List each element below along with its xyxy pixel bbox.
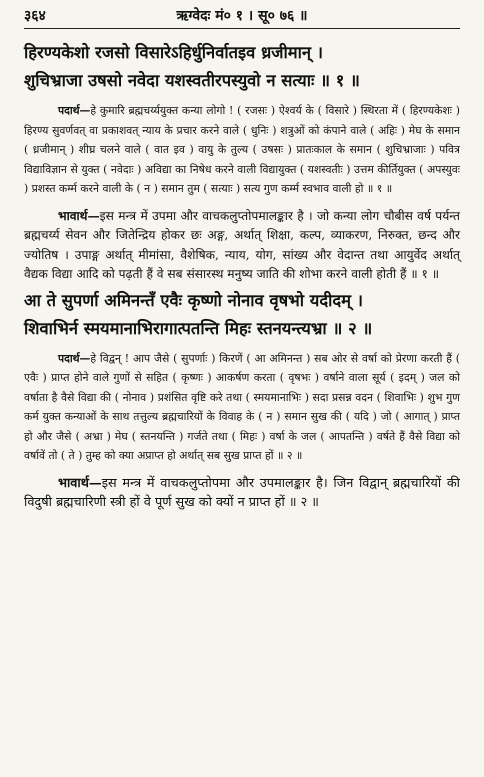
mantra-2-line-2: शिवाभिर्न स्मयमानाभिरागात्पतन्ति मिहः स्तनयन्त्यभ्रा ॥ २ ॥ [24, 318, 373, 338]
bhavarth-1-text: इस मन्त्र में उपमा और वाचकलुप्तोपमालङ्कार है । जो कन्या लोग चौबीस वर्ष पर्यन्त ब्रह्मचर्य्य सेवन और जितेन्द्रिय होकर छः अङ्ग, अर्थात् शिक्षा, कल्प, व्याकरण, निरुक्त, छन्द और ज्योतिष । उपाङ्ग अर्थात् मीमांसा, वैशेषिक, न्याय, योग, सांख्य और वेदान्त तथा आयुर्वेद अर्थात् वैद्यक विद्या आदि को पढ़ती हैं वे सब संसारस्थ मनुष्य जाति की शोभा करने वाली होती हैं ॥ १ ॥ [24, 208, 460, 281]
mantra-2-line-1: आ ते सुपर्णा अमिनन्तँ एवैः कृष्णो नोनाव वृषभो यदीदम् । [24, 290, 364, 310]
padarth-1 [24, 101, 460, 199]
bhavarth-2-label: भावार्थ— [58, 475, 102, 491]
padarth-2-label: पदार्थ— [58, 351, 91, 365]
running-title: ऋग्वेदः मं० १ । सू० ७६ ॥ [176, 8, 308, 24]
bhavarth-2 [24, 474, 460, 513]
mantra-1-line-1: हिरण्यकेशो रजसो विसारेऽहिर्धुनिर्वातइव ध्रजीमान् । [24, 43, 324, 62]
padarth-1-text: हे कुमारि ब्रह्मचर्य्ययुक्त कन्या लोगो ! ( रजसः ) ऐश्वर्य के ( विसारे ) स्थिरता में ( हिरण्यकेशः ) हिरण्य सुवर्णवत् वा प्रकाशवत् न्याय के प्रचार करने वाले ( धुनिः ) शत्रुओं को कंपाने वाले ( अहिः ) मेघ के समान ( ध्रजीमान् ) शीघ्र चलने वाले ( वात इव ) वायु के तुल्य ( उषसः ) प्रातःकाल के समान ( शुचिभ्राजाः ) पवित्र विद्याविज्ञान से युक्त ( नवेदाः ) अविद्या का निषेध करने वाली विद्यायुक्त ( यशस्वतीः ) उत्तम कीर्तियुक्त ( अपस्युवः ) प्रशस्त कर्म्म करने वाली के ( न ) समान तुम ( सत्याः ) सत्य गुण कर्म्म स्वभाव वाली हो ॥ १ ॥ [24, 104, 460, 195]
bhavarth-1-label: भावार्थ— [58, 208, 100, 223]
bhavarth-1 [24, 207, 460, 285]
mantra-1-line-2: शुचिभ्राजा उषसो नवेदा यशस्वतीरपस्युवो न सत्याः ॥ १ ॥ [24, 71, 360, 90]
bhavarth-2-text: इस मन्त्र में वाचकलुप्तोपमा और उपमालङ्कार है। जिन विद्वान् ब्रह्मचारियों की विदुषी ब्रह्मचारिणी स्त्री हों वे पूर्ण सुख को क्यों न प्राप्त हों ॥ २ ॥ [24, 475, 460, 510]
page-number: ३६४ [24, 8, 46, 24]
running-header [24, 6, 460, 29]
padarth-2-text: हे विद्वन् ! आप जैसे ( सुपर्णाः ) किरणें ( आ अमिनन्त ) सब ओर से वर्षा को प्रेरणा करती हैं ( एवैः ) प्राप्त होने वाले गुणों से सहित ( कृष्णः ) आकर्षण करता ( वृषभः ) वर्षाने वाला सूर्य ( इदम् ) जल को वर्षाता है वैसे विद्या की ( नोनाव ) प्रशंसित वृष्टि करे तथा ( स्मयमानाभिः ) सदा प्रसन्न वदन ( शिवाभिः ) शुभ गुण कर्म युक्त कन्याओं के साथ तत्तुल्य ब्रह्मचारियों के विवाह के ( न ) समान सुख की ( यदि ) जो ( आगात् ) प्राप्त हो और जैसे ( अभ्रा ) मेघ ( स्तनयन्ति ) गर्जते तथा ( मिहः ) वर्षा के जल ( आपतन्ति ) वर्षते हैं वैसे विद्या को वर्षावें तो ( ते ) तुम्ह को क्या अप्राप्त हो अर्थात् सब सुख प्राप्त हों ॥ २ ॥ [24, 351, 460, 462]
padarth-1-label: पदार्थ— [58, 104, 91, 117]
padarth-2 [24, 349, 460, 466]
